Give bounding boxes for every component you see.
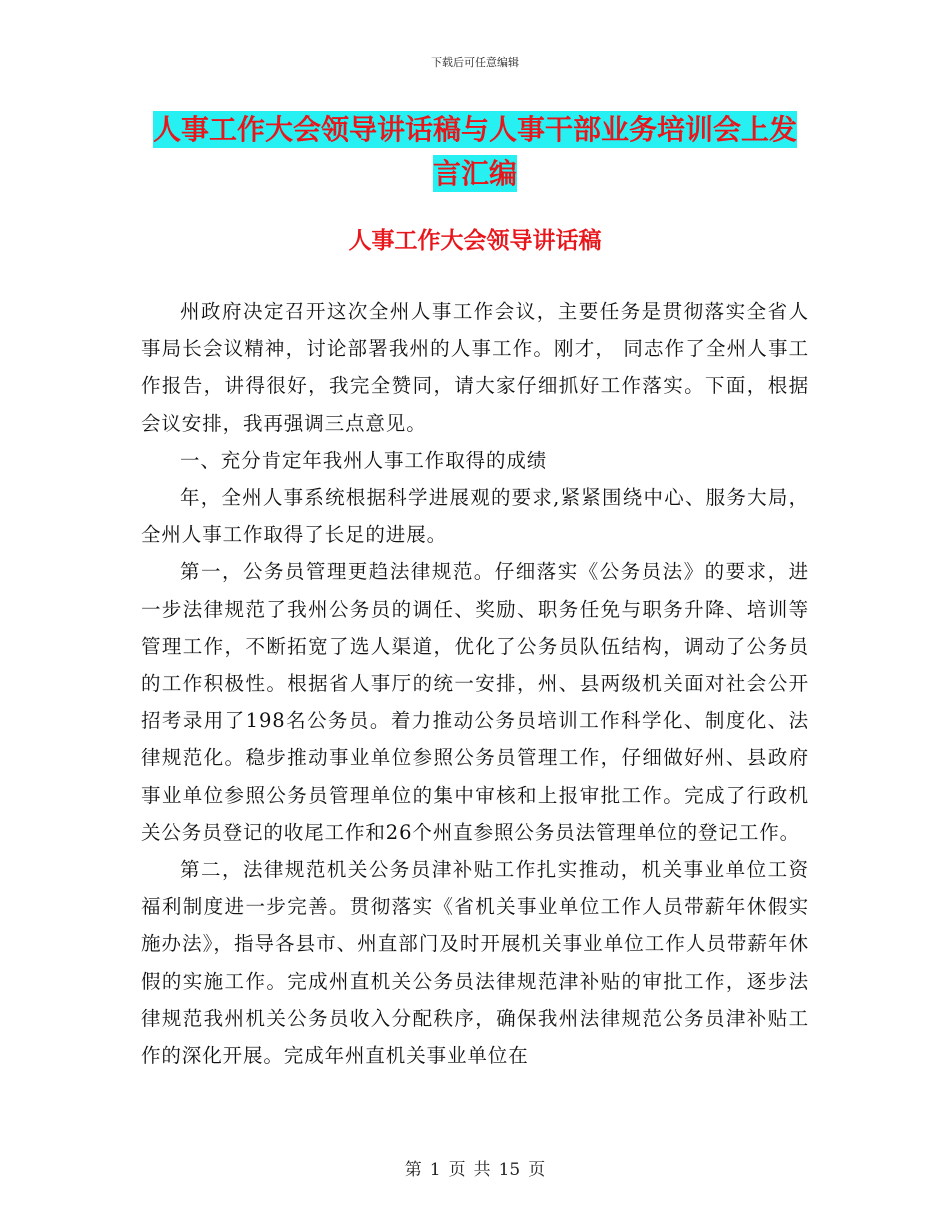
heading-achievements: 一、充分肯定年我州人事工作取得的成绩: [180, 448, 548, 472]
total-word: 共: [473, 1160, 491, 1180]
total-unit: 页: [528, 1160, 546, 1180]
page-footer: [0, 1155, 950, 1180]
page-number: 1: [429, 1160, 441, 1180]
header-note: 下载后可任意编辑: [431, 56, 519, 69]
document-title-text: 人事工作大会领导讲话稿与人事干部业务培训会上发言汇编: [152, 113, 797, 190]
paragraph-first-point: 第一，公务员管理更趋法律规范。仔细落实《公务员法》的要求，进一步法律规范了我州公务员的调任、奖励、职务任免与职务升降、培训等管理工作，不断拓宽了选人渠道，优化了公务员队伍结构，调动了公务员的工作积极性。根据省人事厅的统一安排，州、县两级机关面对社会公开招考录用了198名公务员。着力推动公务员培训工作科学化、制度化、法律规范化。稳步推动事业单位参照公务员管理工作，仔细做好州、县政府事业单位参照公务员管理单位的集中审核和上报审批工作。完成了行政机关公务员登记的收尾工作和26个州直参照公务员法管理单位的登记工作。: [141, 560, 809, 844]
total-pages: 15: [498, 1160, 521, 1180]
document-body: [141, 293, 809, 1074]
paragraph-intro: 州政府决定召开这次全州人事工作会议，主要任务是贯彻落实全省人事局长会议精神，讨论部署我州的人事工作。刚才， 同志作了全州人事工作报告，讲得很好，我完全赞同，请大家仔细抓好工作落实。下面，根据会议安排，我再强调三点意见。: [141, 300, 809, 435]
document-title: [140, 108, 810, 196]
page-word: 第: [404, 1160, 422, 1180]
section-title: 人事工作大会领导讲话稿: [348, 228, 602, 254]
page-unit: 页: [448, 1160, 466, 1180]
paragraph-overview: 年，全州人事系统根据科学进展观的要求,紧紧围绕中心、服务大局，全州人事工作取得了长足的进展。: [141, 486, 809, 547]
paragraph-second-point: 第二，法律规范机关公务员津补贴工作扎实推动，机关事业单位工资福利制度进一步完善。贯彻落实《省机关事业单位工作人员带薪年休假实施办法》，指导各县市、州直部门及时开展机关事业单位工作人员带薪年休假的实施工作。完成州直机关公务员法律规范津补贴的审批工作，逐步法律规范我州机关公务员收入分配秩序，确保我州法律规范公务员津补贴工作的深化开展。完成年州直机关事业单位在: [141, 858, 809, 1068]
